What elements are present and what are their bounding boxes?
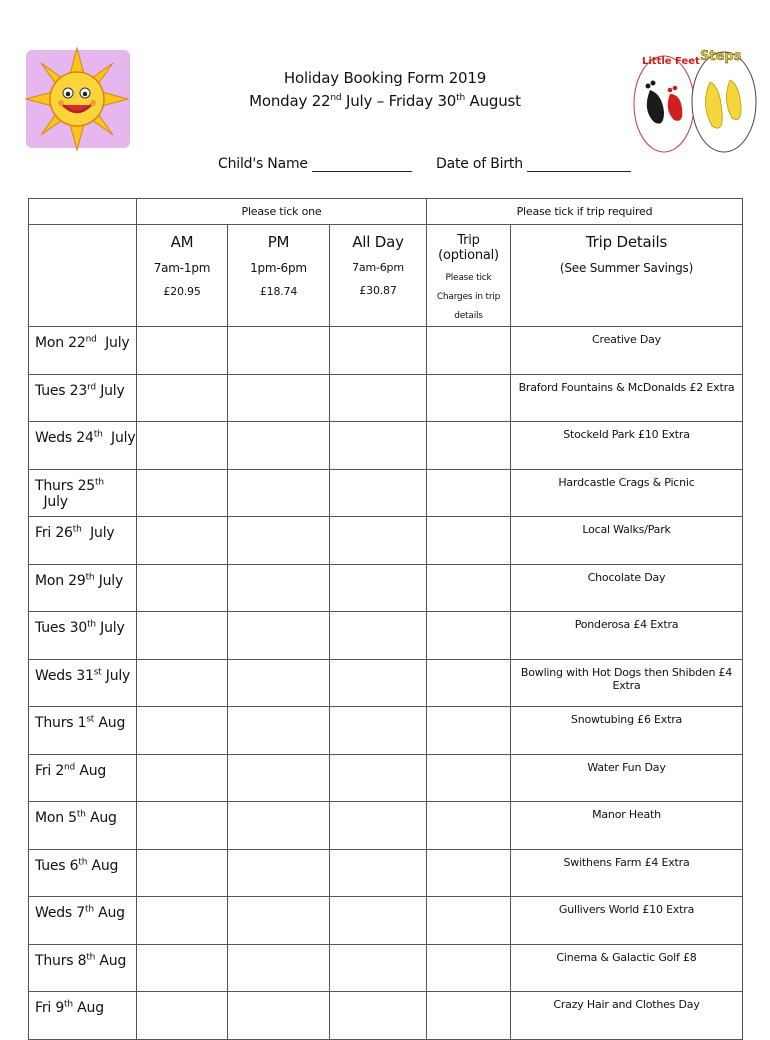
am-tick-cell[interactable] — [137, 992, 228, 1040]
trip-details-cell: Gullivers World £10 Extra — [511, 897, 743, 945]
trip-tick-cell[interactable] — [427, 517, 511, 565]
am-tick-cell[interactable] — [137, 374, 228, 422]
pm-tick-cell[interactable] — [228, 564, 330, 612]
am-tick-cell[interactable] — [137, 754, 228, 802]
date-column-header — [29, 225, 137, 327]
am-tick-cell[interactable] — [137, 659, 228, 707]
am-tick-cell[interactable] — [137, 327, 228, 375]
trip-details-cell: Manor Heath — [511, 802, 743, 850]
tick-one-header: Please tick one — [137, 199, 427, 225]
am-tick-cell[interactable] — [137, 612, 228, 660]
day-cell: Tues 6th Aug — [29, 849, 137, 897]
trip-details-cell: Chocolate Day — [511, 564, 743, 612]
child-name-blank[interactable] — [312, 157, 412, 172]
am-tick-cell[interactable] — [137, 422, 228, 470]
day-cell: Weds 7th Aug — [29, 897, 137, 945]
all-day-tick-cell[interactable] — [330, 564, 427, 612]
all-day-tick-cell[interactable] — [330, 992, 427, 1040]
am-tick-cell[interactable] — [137, 944, 228, 992]
pm-tick-cell[interactable] — [228, 517, 330, 565]
booking-rows — [29, 327, 743, 1040]
table-row — [29, 707, 743, 755]
booking-table — [28, 198, 743, 1040]
dob-label: Date of Birth — [436, 156, 528, 172]
all-day-tick-cell[interactable] — [330, 517, 427, 565]
all-day-tick-cell[interactable] — [330, 849, 427, 897]
trip-details-cell: Water Fun Day — [511, 754, 743, 802]
trip-tick-cell[interactable] — [427, 802, 511, 850]
trip-details-column-header: Trip Details (See Summer Savings) — [511, 225, 743, 327]
table-row — [29, 374, 743, 422]
am-tick-cell[interactable] — [137, 897, 228, 945]
table-row — [29, 992, 743, 1040]
pm-tick-cell[interactable] — [228, 327, 330, 375]
pm-column-header: PM 1pm-6pm £18.74 — [228, 225, 330, 327]
all-day-tick-cell[interactable] — [330, 802, 427, 850]
table-row — [29, 897, 743, 945]
trip-details-cell: Stockeld Park £10 Extra — [511, 422, 743, 470]
day-cell: Tues 23rd July — [29, 374, 137, 422]
table-row — [29, 944, 743, 992]
little-feet-text: Little Feet — [642, 56, 700, 67]
trip-details-cell: Creative Day — [511, 327, 743, 375]
trip-tick-cell[interactable] — [427, 707, 511, 755]
trip-details-cell: Ponderosa £4 Extra — [511, 612, 743, 660]
steps-text: Steps — [700, 49, 742, 64]
pm-tick-cell[interactable] — [228, 374, 330, 422]
trip-details-cell: Crazy Hair and Clothes Day — [511, 992, 743, 1040]
day-cell: Tues 30th July — [29, 612, 137, 660]
trip-tick-cell[interactable] — [427, 849, 511, 897]
table-row — [29, 517, 743, 565]
day-cell: Mon 22nd July — [29, 327, 137, 375]
all-day-tick-cell[interactable] — [330, 659, 427, 707]
table-row — [29, 422, 743, 470]
trip-details-cell: Snowtubing £6 Extra — [511, 707, 743, 755]
all-day-tick-cell[interactable] — [330, 707, 427, 755]
all-day-tick-cell[interactable] — [330, 944, 427, 992]
all-day-tick-cell[interactable] — [330, 374, 427, 422]
trip-details-cell: Cinema & Galactic Golf £8 — [511, 944, 743, 992]
trip-tick-cell[interactable] — [427, 469, 511, 517]
pm-tick-cell[interactable] — [228, 659, 330, 707]
day-cell: Thurs 8th Aug — [29, 944, 137, 992]
pm-tick-cell[interactable] — [228, 422, 330, 470]
trip-tick-cell[interactable] — [427, 327, 511, 375]
table-row — [29, 849, 743, 897]
table-row — [29, 564, 743, 612]
trip-tick-cell[interactable] — [427, 944, 511, 992]
day-cell: Thurs 25th July — [29, 469, 137, 517]
am-tick-cell[interactable] — [137, 802, 228, 850]
table-row — [29, 327, 743, 375]
day-cell: Fri 26th July — [29, 517, 137, 565]
am-column-header: AM 7am-1pm £20.95 — [137, 225, 228, 327]
all-day-tick-cell[interactable] — [330, 469, 427, 517]
trip-details-cell: Local Walks/Park — [511, 517, 743, 565]
day-cell: Fri 9th Aug — [29, 992, 137, 1040]
am-tick-cell[interactable] — [137, 564, 228, 612]
table-row — [29, 469, 743, 517]
trip-tick-cell[interactable] — [427, 422, 511, 470]
all-day-tick-cell[interactable] — [330, 754, 427, 802]
am-tick-cell[interactable] — [137, 517, 228, 565]
all-day-tick-cell[interactable] — [330, 612, 427, 660]
pm-tick-cell[interactable] — [228, 944, 330, 992]
pm-tick-cell[interactable] — [228, 802, 330, 850]
dob-blank[interactable] — [527, 157, 631, 172]
trip-details-cell: Hardcastle Crags & Picnic — [511, 469, 743, 517]
blank-header-cell — [29, 199, 137, 225]
trip-tick-cell[interactable] — [427, 897, 511, 945]
day-cell: Mon 29th July — [29, 564, 137, 612]
all-day-column-header: All Day 7am-6pm £30.87 — [330, 225, 427, 327]
trip-details-cell: Swithens Farm £4 Extra — [511, 849, 743, 897]
all-day-tick-cell[interactable] — [330, 327, 427, 375]
child-name-field[interactable] — [218, 156, 412, 172]
trip-tick-cell[interactable] — [427, 612, 511, 660]
am-tick-cell[interactable] — [137, 707, 228, 755]
trip-details-cell: Braford Fountains & McDonalds £2 Extra — [511, 374, 743, 422]
all-day-tick-cell[interactable] — [330, 422, 427, 470]
trip-required-header: Please tick if trip required — [427, 199, 743, 225]
child-name-label: Child's Name — [218, 156, 313, 172]
trip-tick-cell[interactable] — [427, 564, 511, 612]
pm-tick-cell[interactable] — [228, 754, 330, 802]
trip-optional-column-header: Trip (optional) Please tick Charges in trip details — [427, 225, 511, 327]
trip-tick-cell[interactable] — [427, 992, 511, 1040]
day-cell: Weds 31st July — [29, 659, 137, 707]
am-tick-cell[interactable] — [137, 469, 228, 517]
day-cell: Weds 24th July — [29, 422, 137, 470]
pm-tick-cell[interactable] — [228, 897, 330, 945]
trip-details-cell: Bowling with Hot Dogs then Shibden £4 Extra — [511, 659, 743, 707]
trip-tick-cell[interactable] — [427, 754, 511, 802]
date-range: Monday 22nd July – Friday 30th August — [249, 92, 521, 110]
day-cell: Fri 2nd Aug — [29, 754, 137, 802]
am-tick-cell[interactable] — [137, 849, 228, 897]
form-header — [0, 68, 770, 111]
day-cell: Mon 5th Aug — [29, 802, 137, 850]
pm-tick-cell[interactable] — [228, 992, 330, 1040]
form-title: Holiday Booking Form 2019 — [283, 69, 487, 87]
all-day-tick-cell[interactable] — [330, 897, 427, 945]
table-row — [29, 612, 743, 660]
pm-tick-cell[interactable] — [228, 612, 330, 660]
pm-tick-cell[interactable] — [228, 707, 330, 755]
day-cell: Thurs 1st Aug — [29, 707, 137, 755]
trip-tick-cell[interactable] — [427, 659, 511, 707]
dob-field[interactable] — [436, 156, 631, 172]
trip-tick-cell[interactable] — [427, 374, 511, 422]
pm-tick-cell[interactable] — [228, 469, 330, 517]
table-row — [29, 754, 743, 802]
table-row — [29, 802, 743, 850]
table-row — [29, 659, 743, 707]
pm-tick-cell[interactable] — [228, 849, 330, 897]
